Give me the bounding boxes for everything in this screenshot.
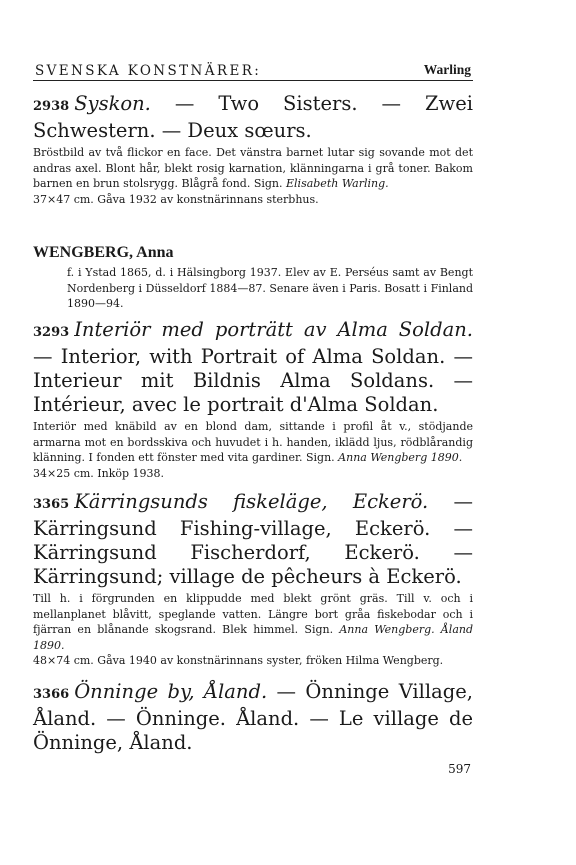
- entry-3293: [33, 318, 473, 481]
- header-section-title: SVENSKA KONSTNÄRER:: [35, 63, 262, 79]
- entry-title-swedish: Interiör med porträtt av Alma Soldan.: [74, 318, 473, 341]
- artist-biography: f. i Ystad 1865, d. i Hälsingborg 1937. Elev av E. Perséus samt av Bengt Nordenberg i Düsseldorf 1884—87. Senare även i Paris. Bosatt i Finland 1890—94.: [67, 266, 473, 310]
- entry-dimensions-provenance: 37×47 cm. Gåva 1932 av konstnärinnans sterbhus.: [33, 192, 319, 206]
- entry-number: 3293: [33, 325, 70, 340]
- entry-description: [33, 145, 473, 192]
- entry-title-swedish: Syskon.: [74, 92, 151, 115]
- catalogue-page: [33, 0, 473, 865]
- entry-title: [33, 318, 473, 417]
- entry-title: [33, 92, 473, 143]
- entry-title-translations: — Two Sisters. — Zwei Schwestern. — Deux sœurs.: [33, 92, 473, 142]
- entry-description-text: Interiör med knäbild av en blond dam, sittande i profil åt v., stödjande armarna mot en bordsskiva och huvudet i h. handen, iklädd ljus, rödblårandig klänning. I fonden ett fönster med vita gardiner. Sign.: [33, 420, 473, 464]
- entry-title-translations: — Önninge Village, Åland. — Önninge. Åland. — Le village de Önninge, Åland.: [33, 680, 473, 754]
- artist-surname: WENGBERG,: [33, 244, 134, 261]
- artist-firstname: Anna: [136, 244, 174, 261]
- entry-dimensions-provenance: 48×74 cm. Gåva 1940 av konstnärinnans syster, fröken Hilma Wengberg.: [33, 654, 444, 667]
- artist-section: [33, 244, 473, 312]
- entry-2938: [33, 92, 473, 207]
- entry-number: 3366: [33, 687, 70, 702]
- entry-description-text: Bröstbild av två flickor en face. Det vänstra barnet lutar sig sovande mot det andras axel. Blont hår, blekt rosig karnation, klänningarna i grå toner. Bakom barnen en brun stolsrygg. Blågrå fond. Sign.: [33, 146, 473, 190]
- entry-3365: [33, 490, 473, 669]
- entry-description-text: Till h. i förgrunden en klippudde med blekt grönt gräs. Till v. och i mellanplanet blåvitt, speglande vatten. Längre bort gråa fiskebodar och i fjärran en blånande skogsrand. Blek himmel. Sign.: [33, 592, 473, 636]
- entry-title-translations: — Interior, with Portrait of Alma Soldan. — Interieur mit Bildnis Alma Soldans. — Intérieur, avec le portrait d'Alma Soldan.: [33, 345, 473, 416]
- entry-signature: Elisabeth Warling.: [286, 177, 389, 190]
- artist-name: [33, 244, 473, 262]
- entry-number: 2938: [33, 99, 70, 114]
- entry-description: [33, 419, 473, 466]
- entry-3366: [33, 680, 473, 755]
- running-header: [33, 62, 473, 81]
- entry-signature: Anna Wengberg. Åland 1890.: [33, 623, 474, 652]
- entry-title: [33, 490, 473, 589]
- entry-dimensions-provenance: 34×25 cm. Inköp 1938.: [33, 466, 165, 480]
- header-artist-name: Warling: [423, 62, 471, 77]
- page-number: 597: [448, 762, 471, 776]
- entry-title: [33, 680, 473, 755]
- entry-number: 3365: [33, 497, 70, 512]
- entry-title-swedish: Önninge by, Åland.: [74, 680, 268, 703]
- entry-title-swedish: Kärringsunds fiskeläge, Eckerö.: [74, 490, 429, 513]
- entry-signature: Anna Wengberg 1890.: [338, 451, 463, 464]
- entry-description: [33, 591, 473, 653]
- entry-title-translations: — Kärringsund Fishing-village, Eckerö. — Kärringsund Fischerdorf, Eckerö. — Kärringsund; village de pêcheurs à Eckerö.: [33, 490, 473, 588]
